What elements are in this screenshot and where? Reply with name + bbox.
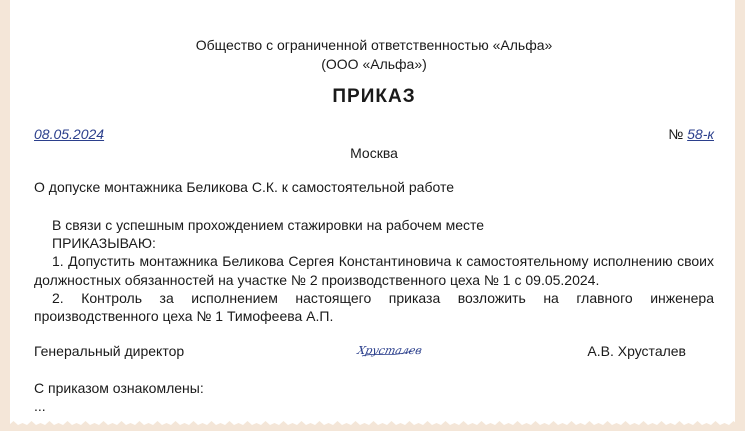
document-date: 08.05.2024	[34, 126, 105, 142]
organization-short-name: (ООО «Альфа»)	[321, 56, 427, 72]
signature-block	[34, 343, 714, 365]
intro-paragraph: В связи с успешным прохождением стажировки на рабочем месте	[52, 217, 485, 233]
signature-text: Хрусталев	[356, 344, 424, 357]
number-value: 58-к	[687, 126, 714, 142]
order-word: ПРИКАЗЫВАЮ:	[52, 235, 156, 252]
signer-name: А.В. Хрусталев	[587, 343, 686, 359]
acknowledgement-label: С приказом ознакомлены:	[34, 380, 204, 396]
document-title: ПРИКАЗ	[332, 86, 416, 107]
organization-full-name: Общество с ограниченной ответственностью «Альфа»	[195, 37, 553, 53]
document-city: Москва	[350, 145, 398, 161]
order-item-2: 2. Контроль за исполнением настоящего приказа возложить на главного инженера производственного цеха № 1 Тимофеева А.П.	[34, 289, 714, 325]
number-label: №	[668, 126, 684, 142]
page-edge-left	[0, 0, 10, 431]
document-body	[34, 216, 714, 325]
document-subject: О допуске монтажника Беликова С.К. к самостоятельной работе	[34, 179, 454, 195]
order-document	[34, 0, 714, 431]
order-item-1: 1. Допустить монтажника Беликова Сергея Константиновича к самостоятельному исполнению своих должностных обязанностей на участке № 2 производственного цеха № 1 с 09.05.2024.	[34, 253, 714, 288]
handwritten-signature	[356, 339, 424, 361]
signer-role: Генеральный директор	[34, 343, 185, 359]
organization-header	[34, 36, 714, 74]
acknowledgement-list: ...	[34, 398, 46, 414]
page-edge-right	[735, 0, 745, 431]
document-number	[668, 126, 714, 142]
acknowledgement-block	[34, 379, 204, 415]
